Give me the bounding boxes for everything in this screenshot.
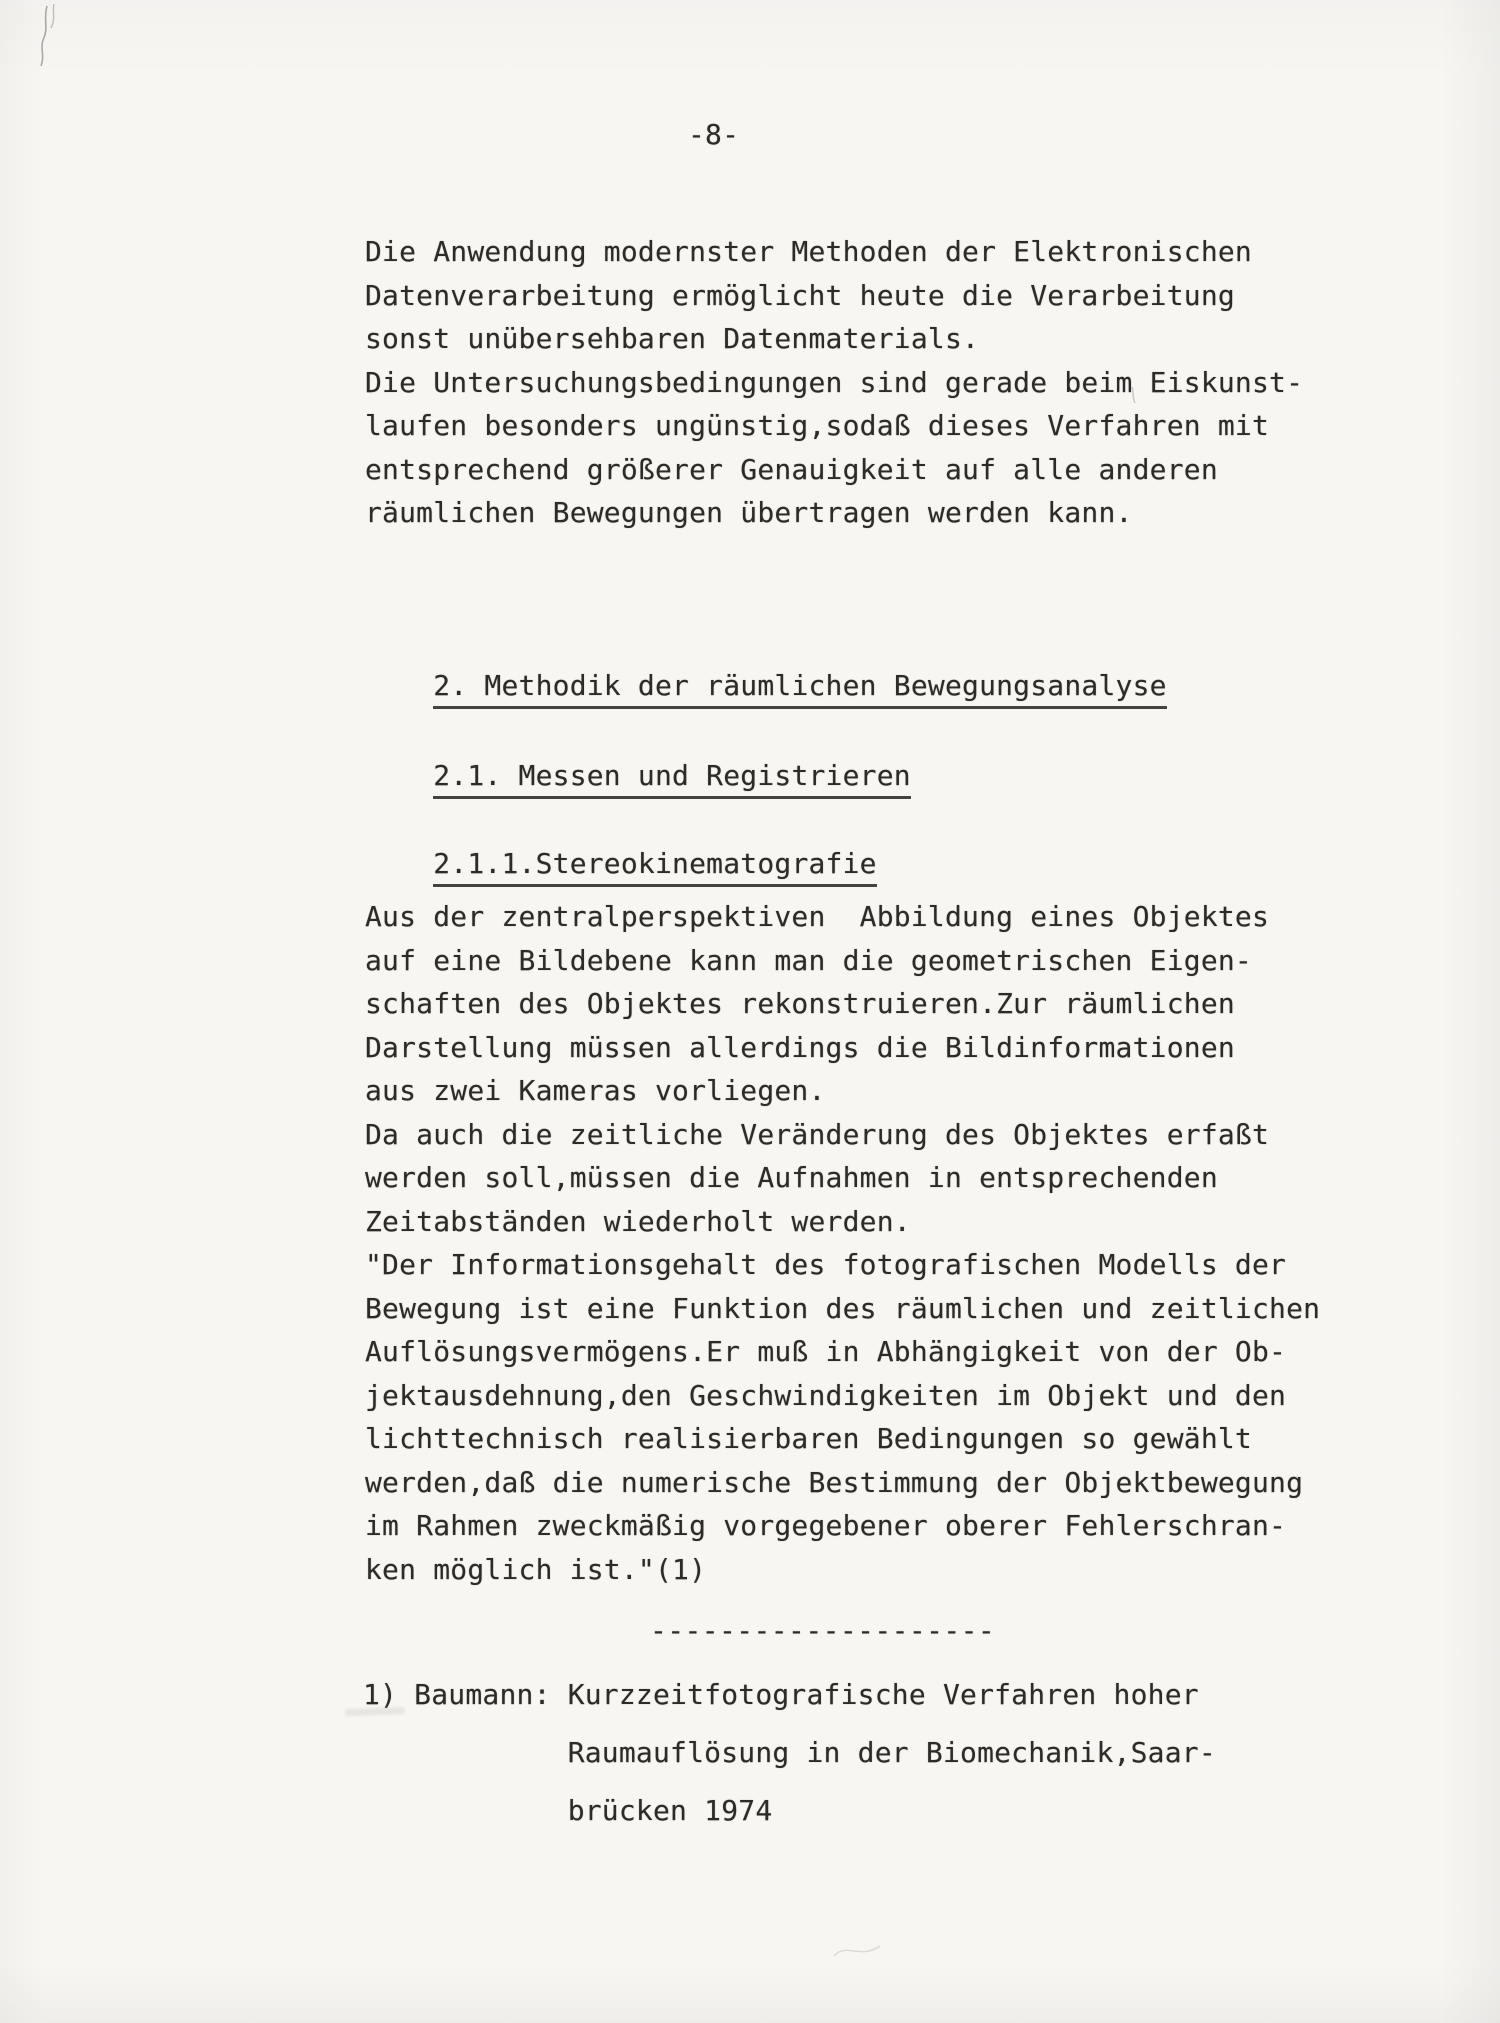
text-line: Die Anwendung modernster Methoden der Elektronischen (365, 235, 1252, 268)
text-line: jektausdehnung,den Geschwindigkeiten im Objekt und den (365, 1378, 1287, 1412)
text-line: lichttechnisch realisierbaren Bedingungen so gewählt (365, 1422, 1252, 1455)
footnote-line: brücken 1974 (363, 1794, 773, 1827)
stray-mark-bottom (830, 1938, 890, 1966)
paragraph-stereokinematografie (365, 895, 1320, 1591)
text-line: sonst unübersehbaren Datenmaterials. (365, 322, 980, 355)
paragraph-intro (365, 230, 1303, 535)
handwritten-pen-mark-top-left (28, 2, 88, 77)
text-line: werden,daß die numerische Bestimmung der Objektbewegung (365, 1465, 1304, 1499)
text-line: ken möglich ist."(1) (365, 1552, 707, 1586)
text-line: Datenverarbeitung ermöglicht heute die Verarbeitung (365, 278, 1235, 312)
text-line: Bewegung ist eine Funktion des räumlichen und zeitlichen (365, 1291, 1321, 1325)
subsubsection-heading-text: 2.1.1.Stereokinematografie (433, 847, 877, 887)
text-line: schaften des Objektes rekonstruieren.Zur räumlichen (365, 987, 1235, 1020)
text-line: Darstellung müssen allerdings die Bildinformationen (365, 1030, 1235, 1064)
dashed-footnote-separator: -------------------- (650, 1614, 996, 1647)
text-line: Die Untersuchungsbedingungen sind gerade beim Eiskunst- (365, 365, 1304, 399)
text-line: auf eine Bildebene kann man die geometrischen Eigen- (365, 943, 1252, 977)
page-number: -8- (688, 118, 740, 151)
text-line: räumlichen Bewegungen übertragen werden kann. (365, 496, 1133, 529)
text-line: werden soll,müssen die Aufnahmen in entsprechenden (365, 1161, 1218, 1194)
text-line: aus zwei Kameras vorliegen. (365, 1074, 826, 1107)
footnote-reference (363, 1666, 1216, 1840)
text-line: Auflösungsvermögens.Er muß in Abhängigkeit von der Ob- (365, 1335, 1287, 1368)
text-line: Aus der zentralperspektiven Abbildung eines Objektes (365, 900, 1270, 933)
text-line: entsprechend größerer Genauigkeit auf alle anderen (365, 452, 1218, 486)
footnote-line: 1) Baumann: Kurzzeitfotografische Verfahren hoher (363, 1678, 1199, 1711)
text-line: "Der Informationsgehalt des fotografischen Modells der (365, 1248, 1287, 1281)
text-line: im Rahmen zweckmäßig vorgegebener oberer Fehlerschran- (365, 1509, 1287, 1542)
text-line: laufen besonders ungünstig,sodaß dieses Verfahren mit (365, 409, 1270, 442)
text-line: Zeitabständen wiederholt werden. (365, 1204, 911, 1238)
footnote-line: Raumauflösung in der Biomechanik,Saar- (363, 1736, 1216, 1769)
text-line: Da auch die zeitliche Veränderung des Objektes erfaßt (365, 1117, 1270, 1151)
subsection-heading-text: 2.1. Messen und Registrieren (433, 759, 911, 799)
section-heading-text: 2. Methodik der räumlichen Bewegungsanalyse (433, 669, 1166, 709)
